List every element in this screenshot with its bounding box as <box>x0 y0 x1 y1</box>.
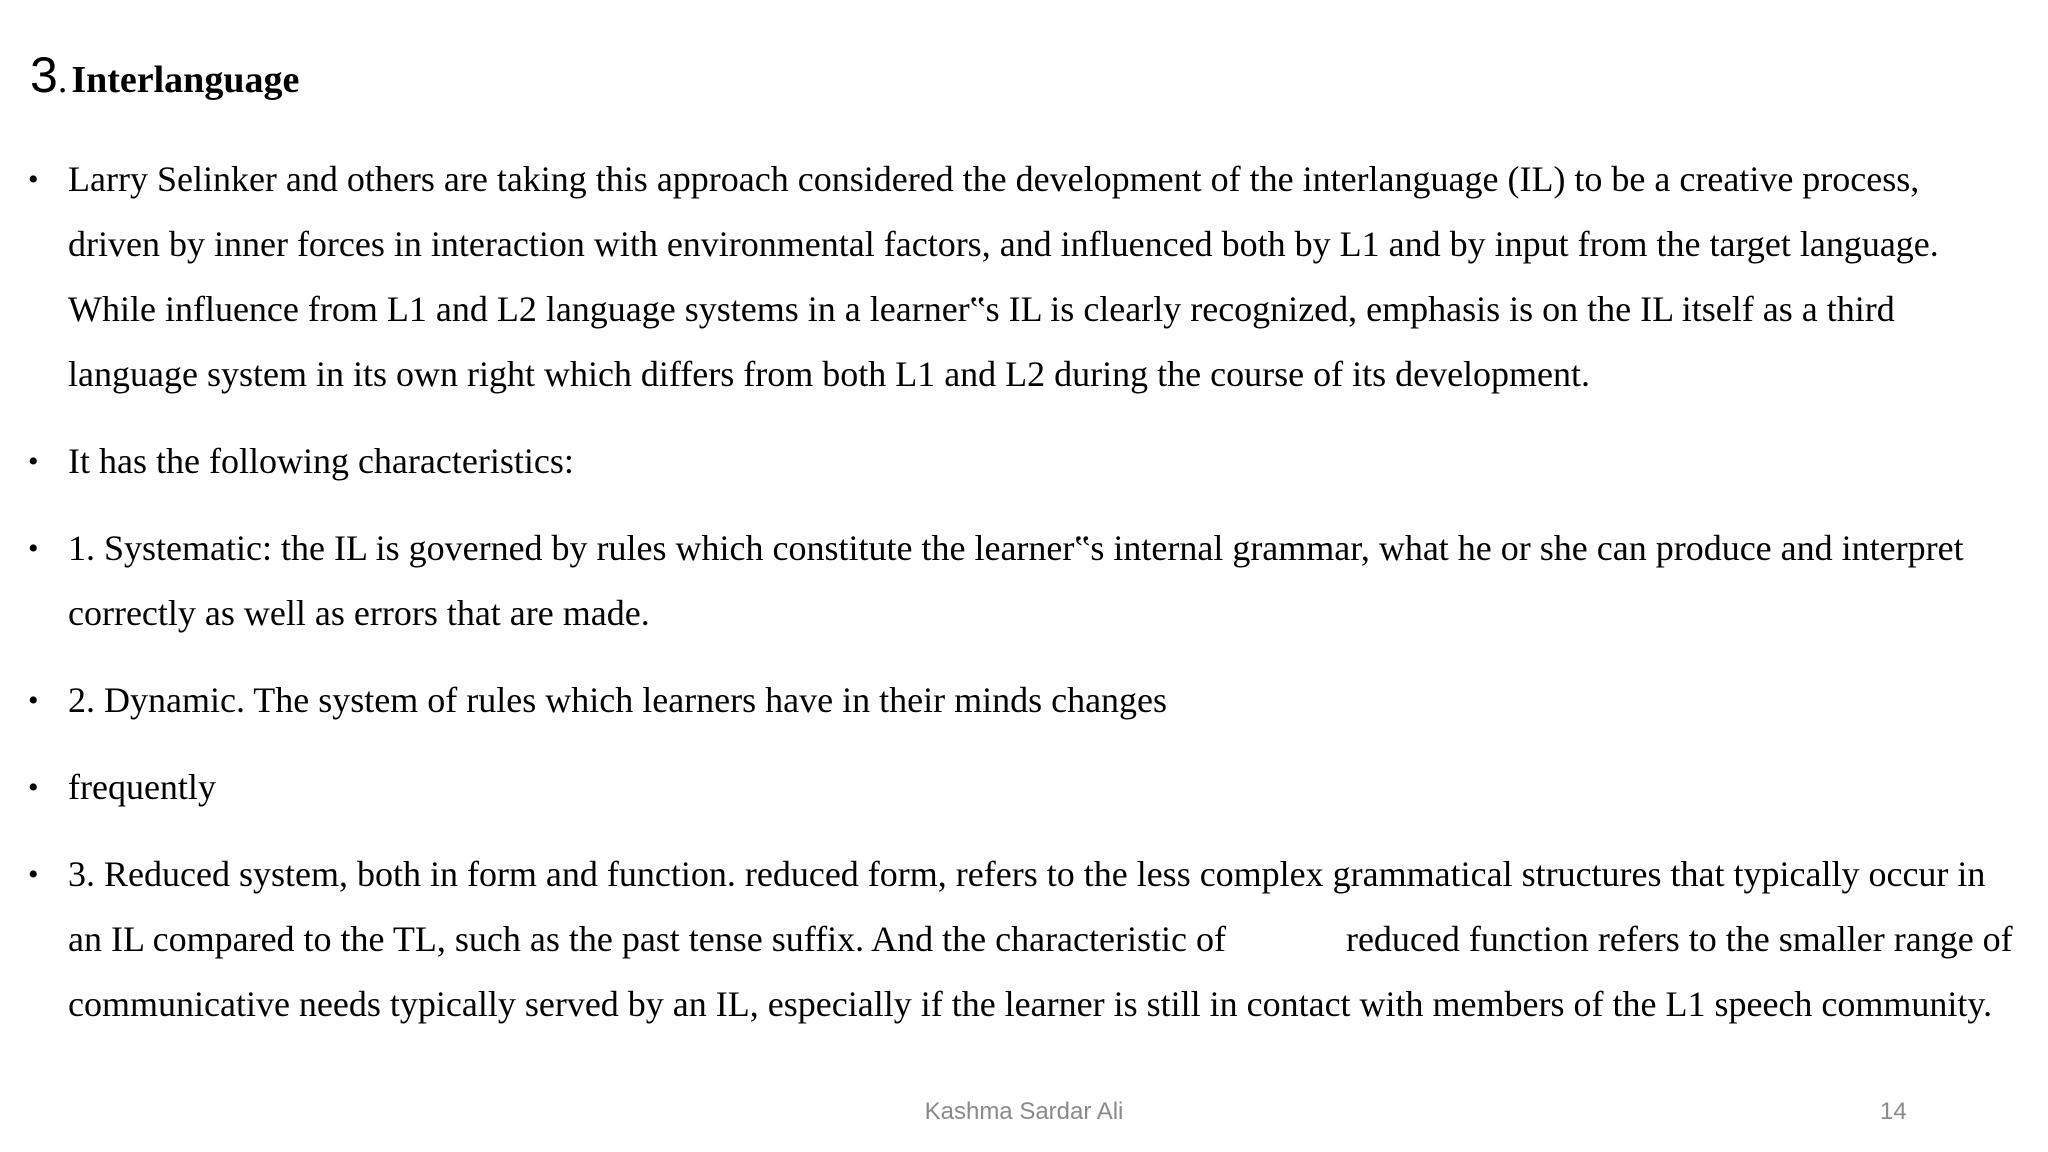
bullet-list <box>28 147 2018 1059</box>
title-text: Interlanguage <box>71 59 300 101</box>
bullet-text: Larry Selinker and others are taking this approach considered the development of the interlanguage (IL) to be a creative process, driven by inner forces in interaction with environmental factors, and influenced both by L1 and by input from the target language. While influence from L1 and L2 language systems in a learner‟s IL is clearly recognized, emphasis is on the IL itself as a third language system in its own right which differs from both L1 and L2 during the course of its development. <box>68 159 1939 394</box>
bullet-item <box>28 429 2018 494</box>
title-separator: . <box>57 59 68 101</box>
title-number: 3 <box>30 47 58 103</box>
bullet-marker: • <box>28 163 39 196</box>
bullet-item <box>28 755 2018 820</box>
bullet-marker: • <box>28 858 39 891</box>
page-number: 14 <box>1880 1098 1907 1125</box>
bullet-text: frequently <box>68 767 216 807</box>
bullet-item <box>28 516 2018 646</box>
bullet-marker: • <box>28 445 39 478</box>
bullet-item <box>28 842 2018 1037</box>
bullet-text-part1: 3. Reduced system, both in form and function. reduced form, refers to the less complex grammatical structures that typically occur in an IL compared to the TL, such as the past tense suffix. And the characteristic of <box>68 854 1986 959</box>
slide-title <box>30 46 299 104</box>
bullet-item <box>28 668 2018 733</box>
bullet-marker: • <box>28 532 39 565</box>
bullet-marker: • <box>28 684 39 717</box>
footer-author: Kashma Sardar Ali <box>924 1098 1124 1125</box>
bullet-text: It has the following characteristics: <box>68 441 574 481</box>
bullet-text: 2. Dynamic. The system of rules which learners have in their minds changes <box>68 680 1168 720</box>
bullet-marker: • <box>28 771 39 804</box>
bullet-text: 1. Systematic: the IL is governed by rules which constitute the learner‟s internal grammar, what he or she can produce and interpret correctly as well as errors that are made. <box>68 528 1964 633</box>
bullet-item <box>28 147 2018 407</box>
bullet-text-part2: reduced function refers to the smaller range of communicative needs typically served by an IL, especially if the learner is still in contact with members of the L1 speech community. <box>68 919 2013 1024</box>
